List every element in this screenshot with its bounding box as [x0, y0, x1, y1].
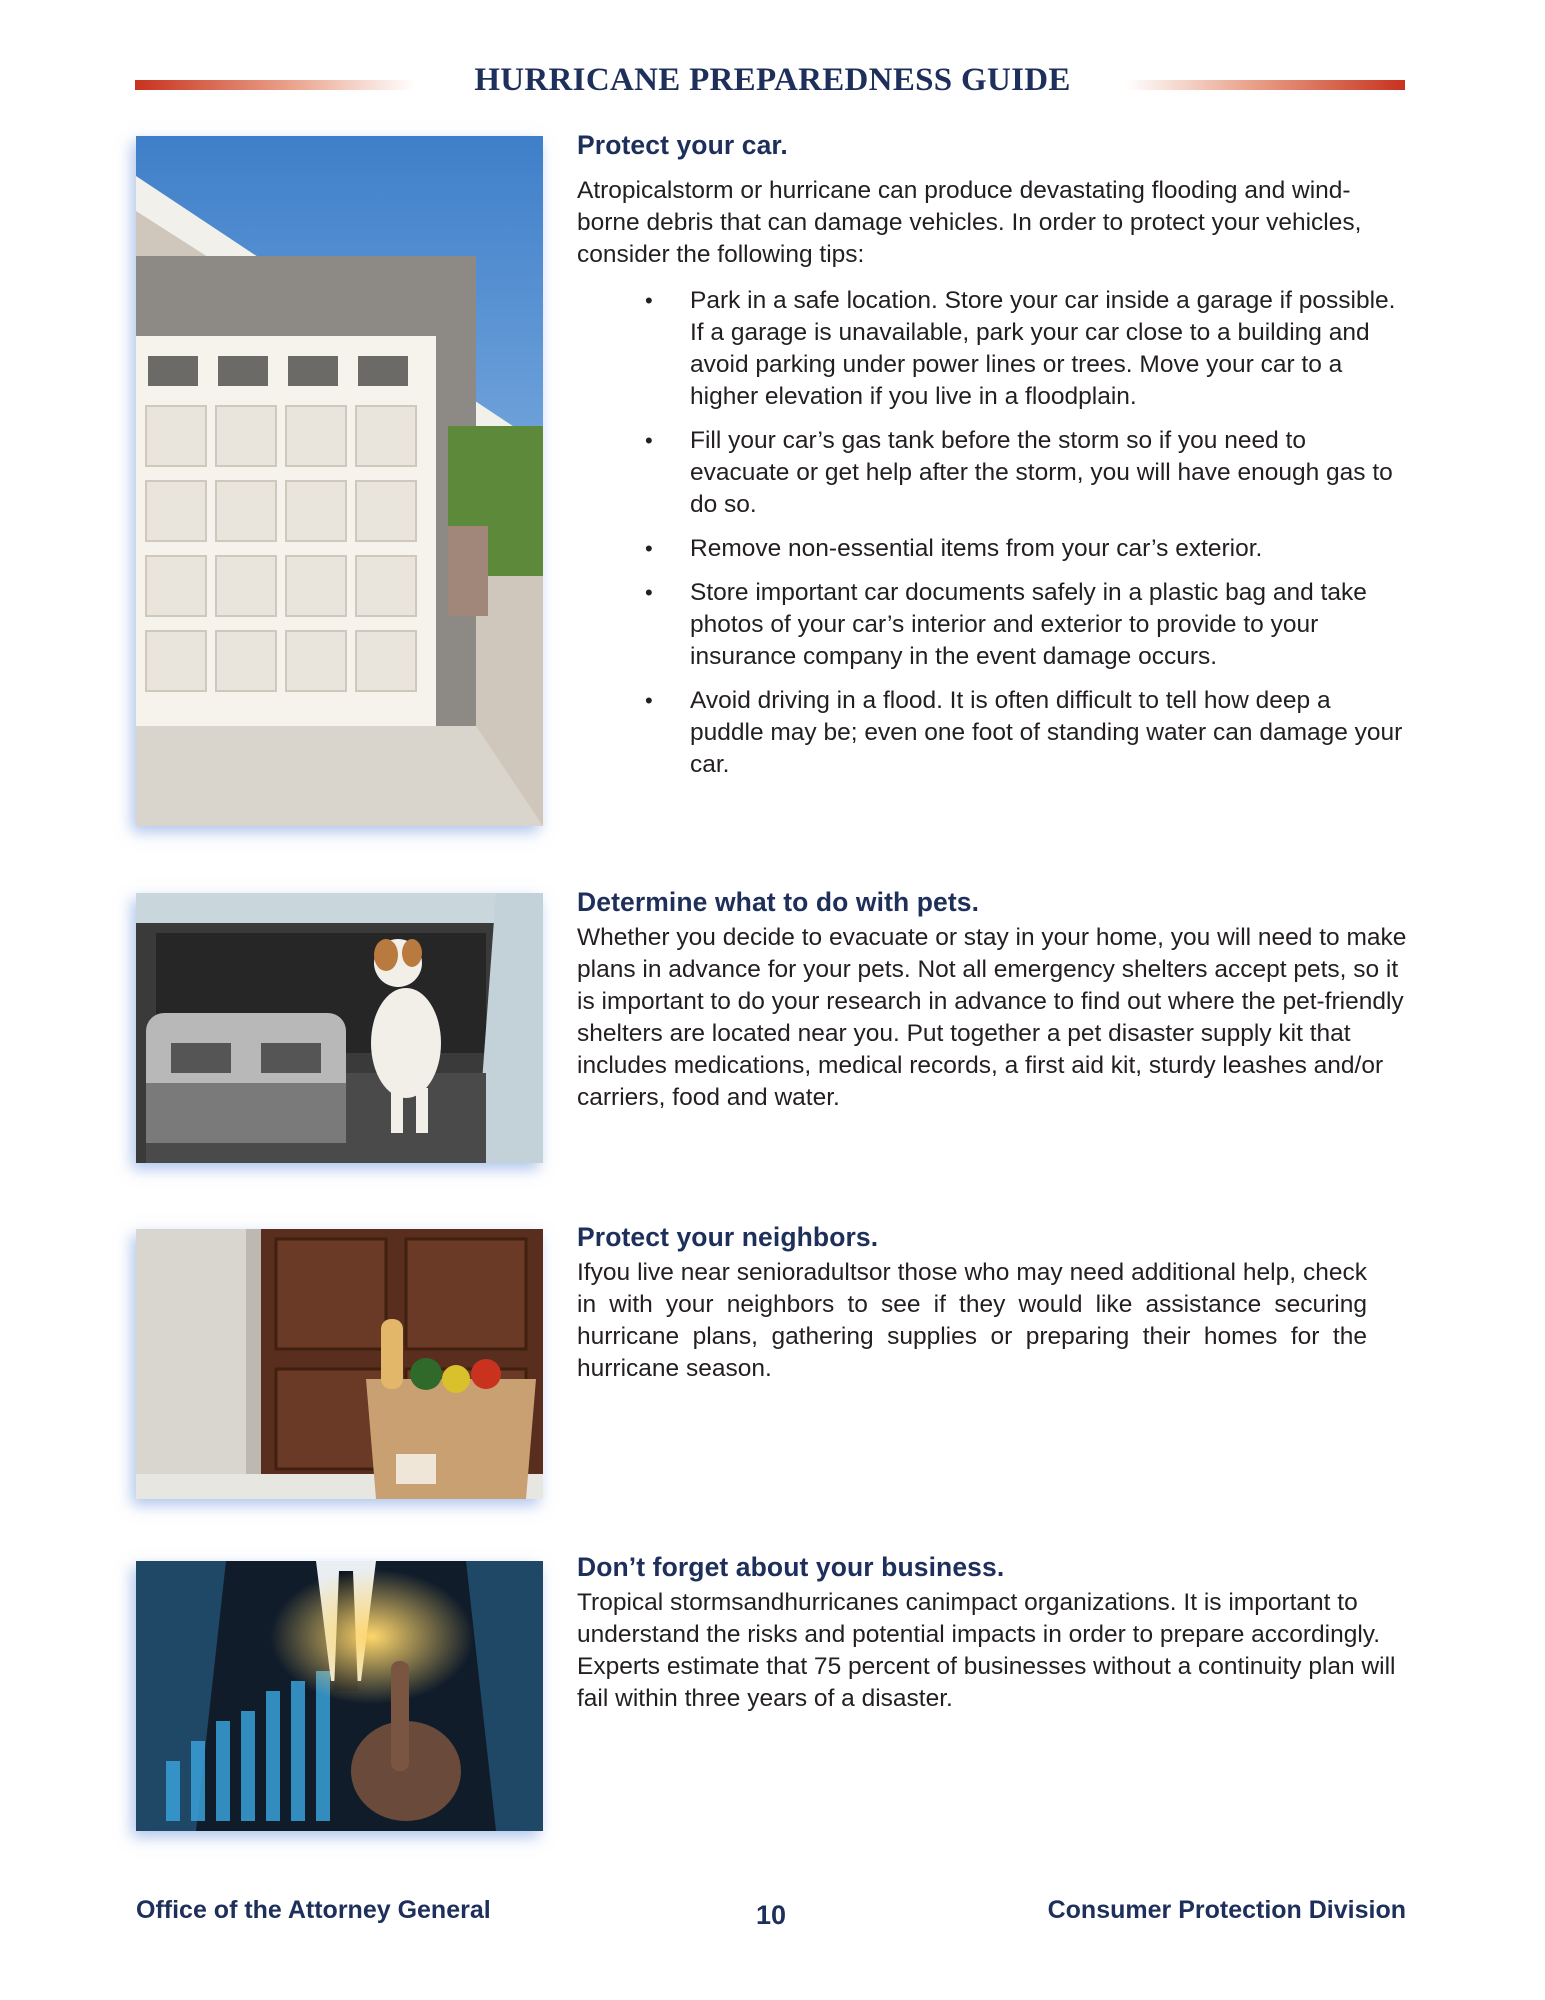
page-number: 10 [755, 1900, 787, 1930]
section-heading: Protect your car. [577, 130, 788, 160]
section-body: Whether you decide to evacuate or stay in your home, you will need to make plans in advance for your pets. Not all emergency shelters accept pets, so it is important to do your research in advance to find out where the pet-friendly shelters are located near you. Put together a pet disaster supply kit that includes medications, medical records, a first aid kit, sturdy leashes and/or carriers, food and water. [577, 924, 1407, 1111]
section-body: Tropical stormsandhurricanes canimpact organizations. It is important to understand the risks and potential impacts in order to prepare accordingly. Experts estimate that 75 percent of businesses without a continuity plan will fail within three years of a disaster. [577, 1589, 1396, 1712]
page-title-text: HURRICANE PREPAREDNESS GUIDE [466, 62, 1078, 98]
page-title [0, 62, 1545, 99]
garage-photo [136, 136, 543, 826]
tip-text: Park in a safe location. Store your car inside a garage if possible. If a garage is unavailable, park your car close to a building and avoid parking under power lines or trees. Move your car to a higher elevation if you live in a floodplain. [690, 287, 1396, 410]
bullet-icon: • [645, 580, 653, 605]
bullet-icon: • [645, 428, 653, 453]
tip-text: Remove non-essential items from your car’s exterior. [690, 535, 1263, 562]
dog-crate-photo [136, 893, 543, 1163]
grocery-bag-door-photo [136, 1229, 543, 1499]
tip-item [577, 425, 1407, 521]
section-neighbors [577, 1222, 1367, 1385]
tip-text: Fill your car’s gas tank before the storm so if you need to evacuate or get help after the storm, you will have enough gas to do so. [690, 427, 1393, 518]
section-protect-car [577, 130, 1407, 793]
tip-item [577, 285, 1407, 413]
section-heading: Determine what to do with pets. [577, 887, 980, 917]
bullet-icon: • [645, 536, 653, 561]
tip-text: Store important car documents safely in a plastic bag and take photos of your car’s interior and exterior to provide to your insurance company in the event damage occurs. [690, 579, 1367, 670]
tip-item [577, 685, 1407, 781]
bullet-icon: • [645, 288, 653, 313]
section-heading: Protect your neighbors. [577, 1222, 879, 1252]
bullet-icon: • [645, 688, 653, 713]
section-body: Ifyou live near senioradultsor those who may need additional help, check in with your neighbors to see if they would like assistance securing hurricane plans, gathering supplies or preparing their homes for the hurricane season. [577, 1259, 1367, 1382]
business-growth-photo [136, 1561, 543, 1831]
section-business [577, 1552, 1407, 1715]
section-intro: Atropicalstorm or hurricane can produce devastating flooding and wind-borne debris that can damage vehicles. In order to protect your vehicles, consider the following tips: [577, 177, 1362, 268]
footer-office: Office of the Attorney General [136, 1896, 491, 1924]
tip-item [577, 533, 1407, 565]
section-heading: Don’t forget about your business. [577, 1552, 1005, 1582]
footer [136, 1896, 1406, 1936]
tip-text: Avoid driving in a flood. It is often difficult to tell how deep a puddle may be; even one foot of standing water can damage your car. [690, 687, 1403, 778]
tips-list [577, 285, 1407, 781]
section-pets [577, 887, 1407, 1114]
tip-item [577, 577, 1407, 673]
footer-division: Consumer Protection Division [1047, 1896, 1406, 1924]
